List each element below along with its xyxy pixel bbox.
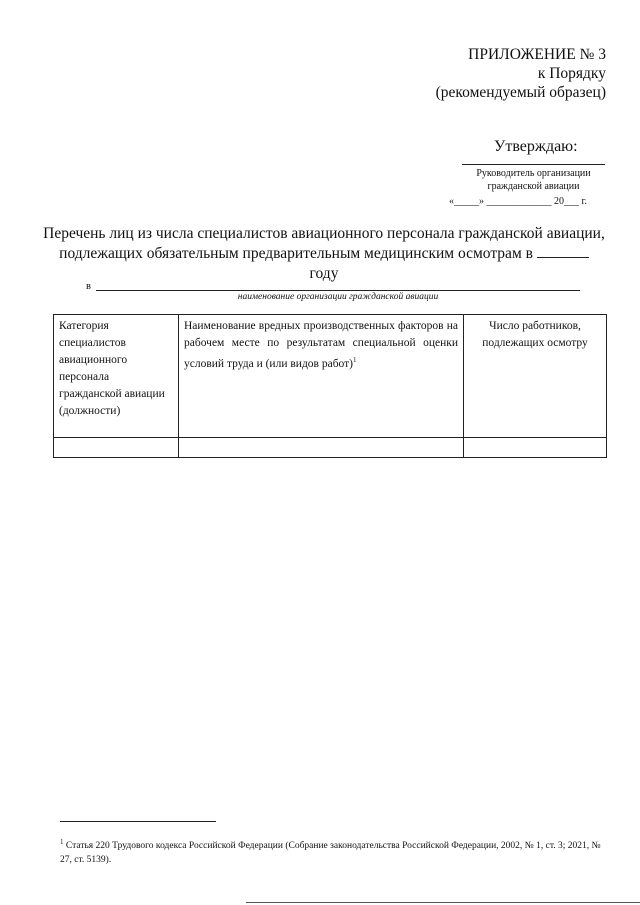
header-worker-count: Число работников, подлежащих осмотру bbox=[464, 315, 607, 438]
table-row bbox=[54, 438, 607, 458]
title-line2-text: подлежащих обязательным предварительным медицинским осмотрам в bbox=[59, 245, 533, 262]
header-category: Категория специалистов авиационного персонала гражданской авиации (должности) bbox=[54, 315, 179, 438]
footnote-text: Статья 220 Трудового кодекса Российской Федерации (Собрание законодательства Российской Федерации, 2002, № 1, ст. 3; 2021, № 27, ст. 5139). bbox=[60, 841, 601, 866]
footnote-ref: 1 bbox=[353, 356, 357, 364]
appendix-number: ПРИЛОЖЕНИЕ № 3 bbox=[468, 46, 606, 63]
footnote-mark: 1 bbox=[60, 838, 64, 846]
title-line1: Перечень лиц из числа специалистов авиационного персонала гражданской авиации, bbox=[43, 225, 605, 242]
head-of-organization bbox=[462, 167, 605, 193]
appendix-sample-note: (рекомендуемый образец) bbox=[435, 84, 606, 101]
personnel-table bbox=[53, 314, 607, 458]
title-line3: году bbox=[309, 265, 339, 282]
table-cell bbox=[54, 438, 179, 458]
table-header-row bbox=[54, 315, 607, 438]
title-line2 bbox=[40, 244, 608, 264]
org-name-caption: наименование организации гражданской авиации bbox=[237, 292, 439, 302]
head-of-org-line1: Руководитель организации bbox=[476, 168, 591, 179]
head-of-org-line2: гражданской авиации bbox=[487, 181, 580, 192]
year-blank bbox=[537, 245, 589, 258]
header-harmful-factors bbox=[179, 315, 464, 438]
scan-edge-line bbox=[246, 902, 640, 903]
footnote-separator bbox=[60, 821, 216, 822]
footnote bbox=[60, 835, 608, 867]
table-cell bbox=[464, 438, 607, 458]
document-title bbox=[40, 224, 608, 284]
approve-label: Утверждаю: bbox=[494, 138, 578, 155]
approval-date-line: «_____» _____________ 20___ г. bbox=[449, 196, 587, 207]
org-name-line bbox=[96, 290, 580, 291]
signature-line bbox=[462, 164, 605, 165]
table-cell bbox=[179, 438, 464, 458]
appendix-header bbox=[436, 45, 606, 102]
appendix-to-order: к Порядку bbox=[537, 65, 606, 82]
header-harmful-factors-text: Наименование вредных производственных факторов на рабочем месте по результатам специальной оценки условий труда и (или видов работ) bbox=[184, 320, 458, 370]
org-prefix: в bbox=[86, 281, 91, 292]
